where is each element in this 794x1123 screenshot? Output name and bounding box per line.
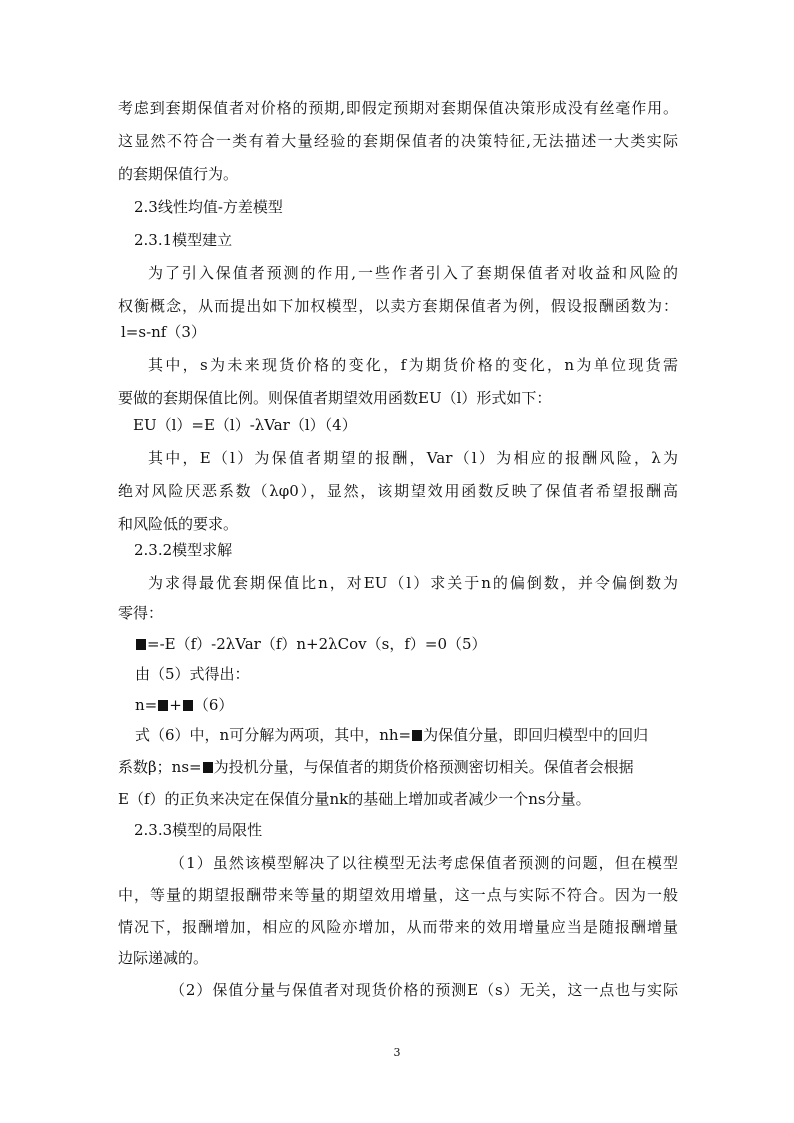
- paragraph-line: 零得：: [118, 604, 164, 622]
- paragraph-line: 其中，E（l）为保值者期望的报酬，Var（l）为相应的报酬风险，λ为: [148, 449, 678, 467]
- formula-placeholder-icon: [183, 700, 193, 711]
- paragraph-line: 边际递减的。: [118, 949, 209, 967]
- paragraph-line: 系数β；ns= 为投机分量，与保值者的期货价格预测密切相关。保值者会根据: [118, 758, 634, 776]
- paragraph-line: 要做的套期保值比例。则保值者期望效用函数EU（l）形式如下：: [118, 389, 552, 407]
- paragraph-line: 式（6）中，n可分解为两项，其中，nh= 为保值分量，即回归模型中的回归: [135, 726, 649, 744]
- paragraph-line: （2）保值分量与保值者对现货价格的预测E（s）无关，这一点也与实际: [170, 981, 678, 999]
- paragraph-line: 为了引入保值者预测的作用,一些作者引入了套期保值者对收益和风险的: [148, 264, 678, 282]
- formula-placeholder-icon: [136, 639, 146, 650]
- page-number: 3: [393, 1046, 401, 1059]
- paragraph-line: 其中，s为未来现货价格的变化，f为期货价格的变化，n为单位现货需: [148, 356, 678, 374]
- equation-6: n= + （6）: [135, 696, 234, 714]
- formula-placeholder-icon: [412, 730, 422, 741]
- paragraph-line: 的套期保值行为。: [118, 165, 239, 183]
- paragraph-line: 这显然不符合一类有着大量经验的套期保值者的决策特征,无法描述一大类实际: [118, 132, 678, 150]
- section-heading-2-3-3: 2.3.3模型的局限性: [134, 821, 263, 839]
- section-heading-2-3: 2.3线性均值-方差模型: [134, 198, 283, 216]
- equation-4: EU（l）=E（l）-λVar（l）（4）: [133, 416, 357, 434]
- paragraph-line: 绝对风险厌恶系数（λφ0），显然，该期望效用函数反映了保值者希望报酬高: [118, 482, 678, 500]
- paragraph-line: E（f）的正负来决定在保值分量nk的基础上增加或者减少一个ns分量。: [118, 790, 591, 808]
- paragraph-line: （1）虽然该模型解决了以往模型无法考虑保值者预测的问题，但在模型: [170, 854, 678, 872]
- paragraph-line: 情况下，报酬增加，相应的风险亦增加，从而带来的效用增量应当是随报酬增量: [118, 918, 678, 936]
- paragraph-line: 由（5）式得出：: [135, 665, 250, 683]
- paragraph-line: 考虑到套期保值者对价格的预期,即假定预期对套期保值决策形成没有丝毫作用。: [118, 99, 678, 117]
- section-heading-2-3-1: 2.3.1模型建立: [134, 231, 233, 249]
- section-heading-2-3-2: 2.3.2模型求解: [134, 541, 233, 559]
- paragraph-line: 和风险低的要求。: [118, 515, 239, 533]
- paragraph-line: 为求得最优套期保值比n，对EU（l）求关于n的偏倒数，并令偏倒数为: [148, 574, 678, 592]
- equation-3: l=s-nf（3）: [121, 323, 206, 341]
- formula-placeholder-icon: [158, 700, 168, 711]
- paragraph-line: 中，等量的期望报酬带来等量的期望效用增量，这一点与实际不符合。因为一般: [118, 886, 678, 904]
- paragraph-line: 权衡概念，从而提出如下加权模型，以卖方套期保值者为例，假设报酬函数为：: [118, 297, 678, 315]
- equation-5: =-E（f）-2λVar（f）n+2λCov（s，f）=0（5）: [135, 634, 487, 654]
- formula-placeholder-icon: [203, 762, 213, 773]
